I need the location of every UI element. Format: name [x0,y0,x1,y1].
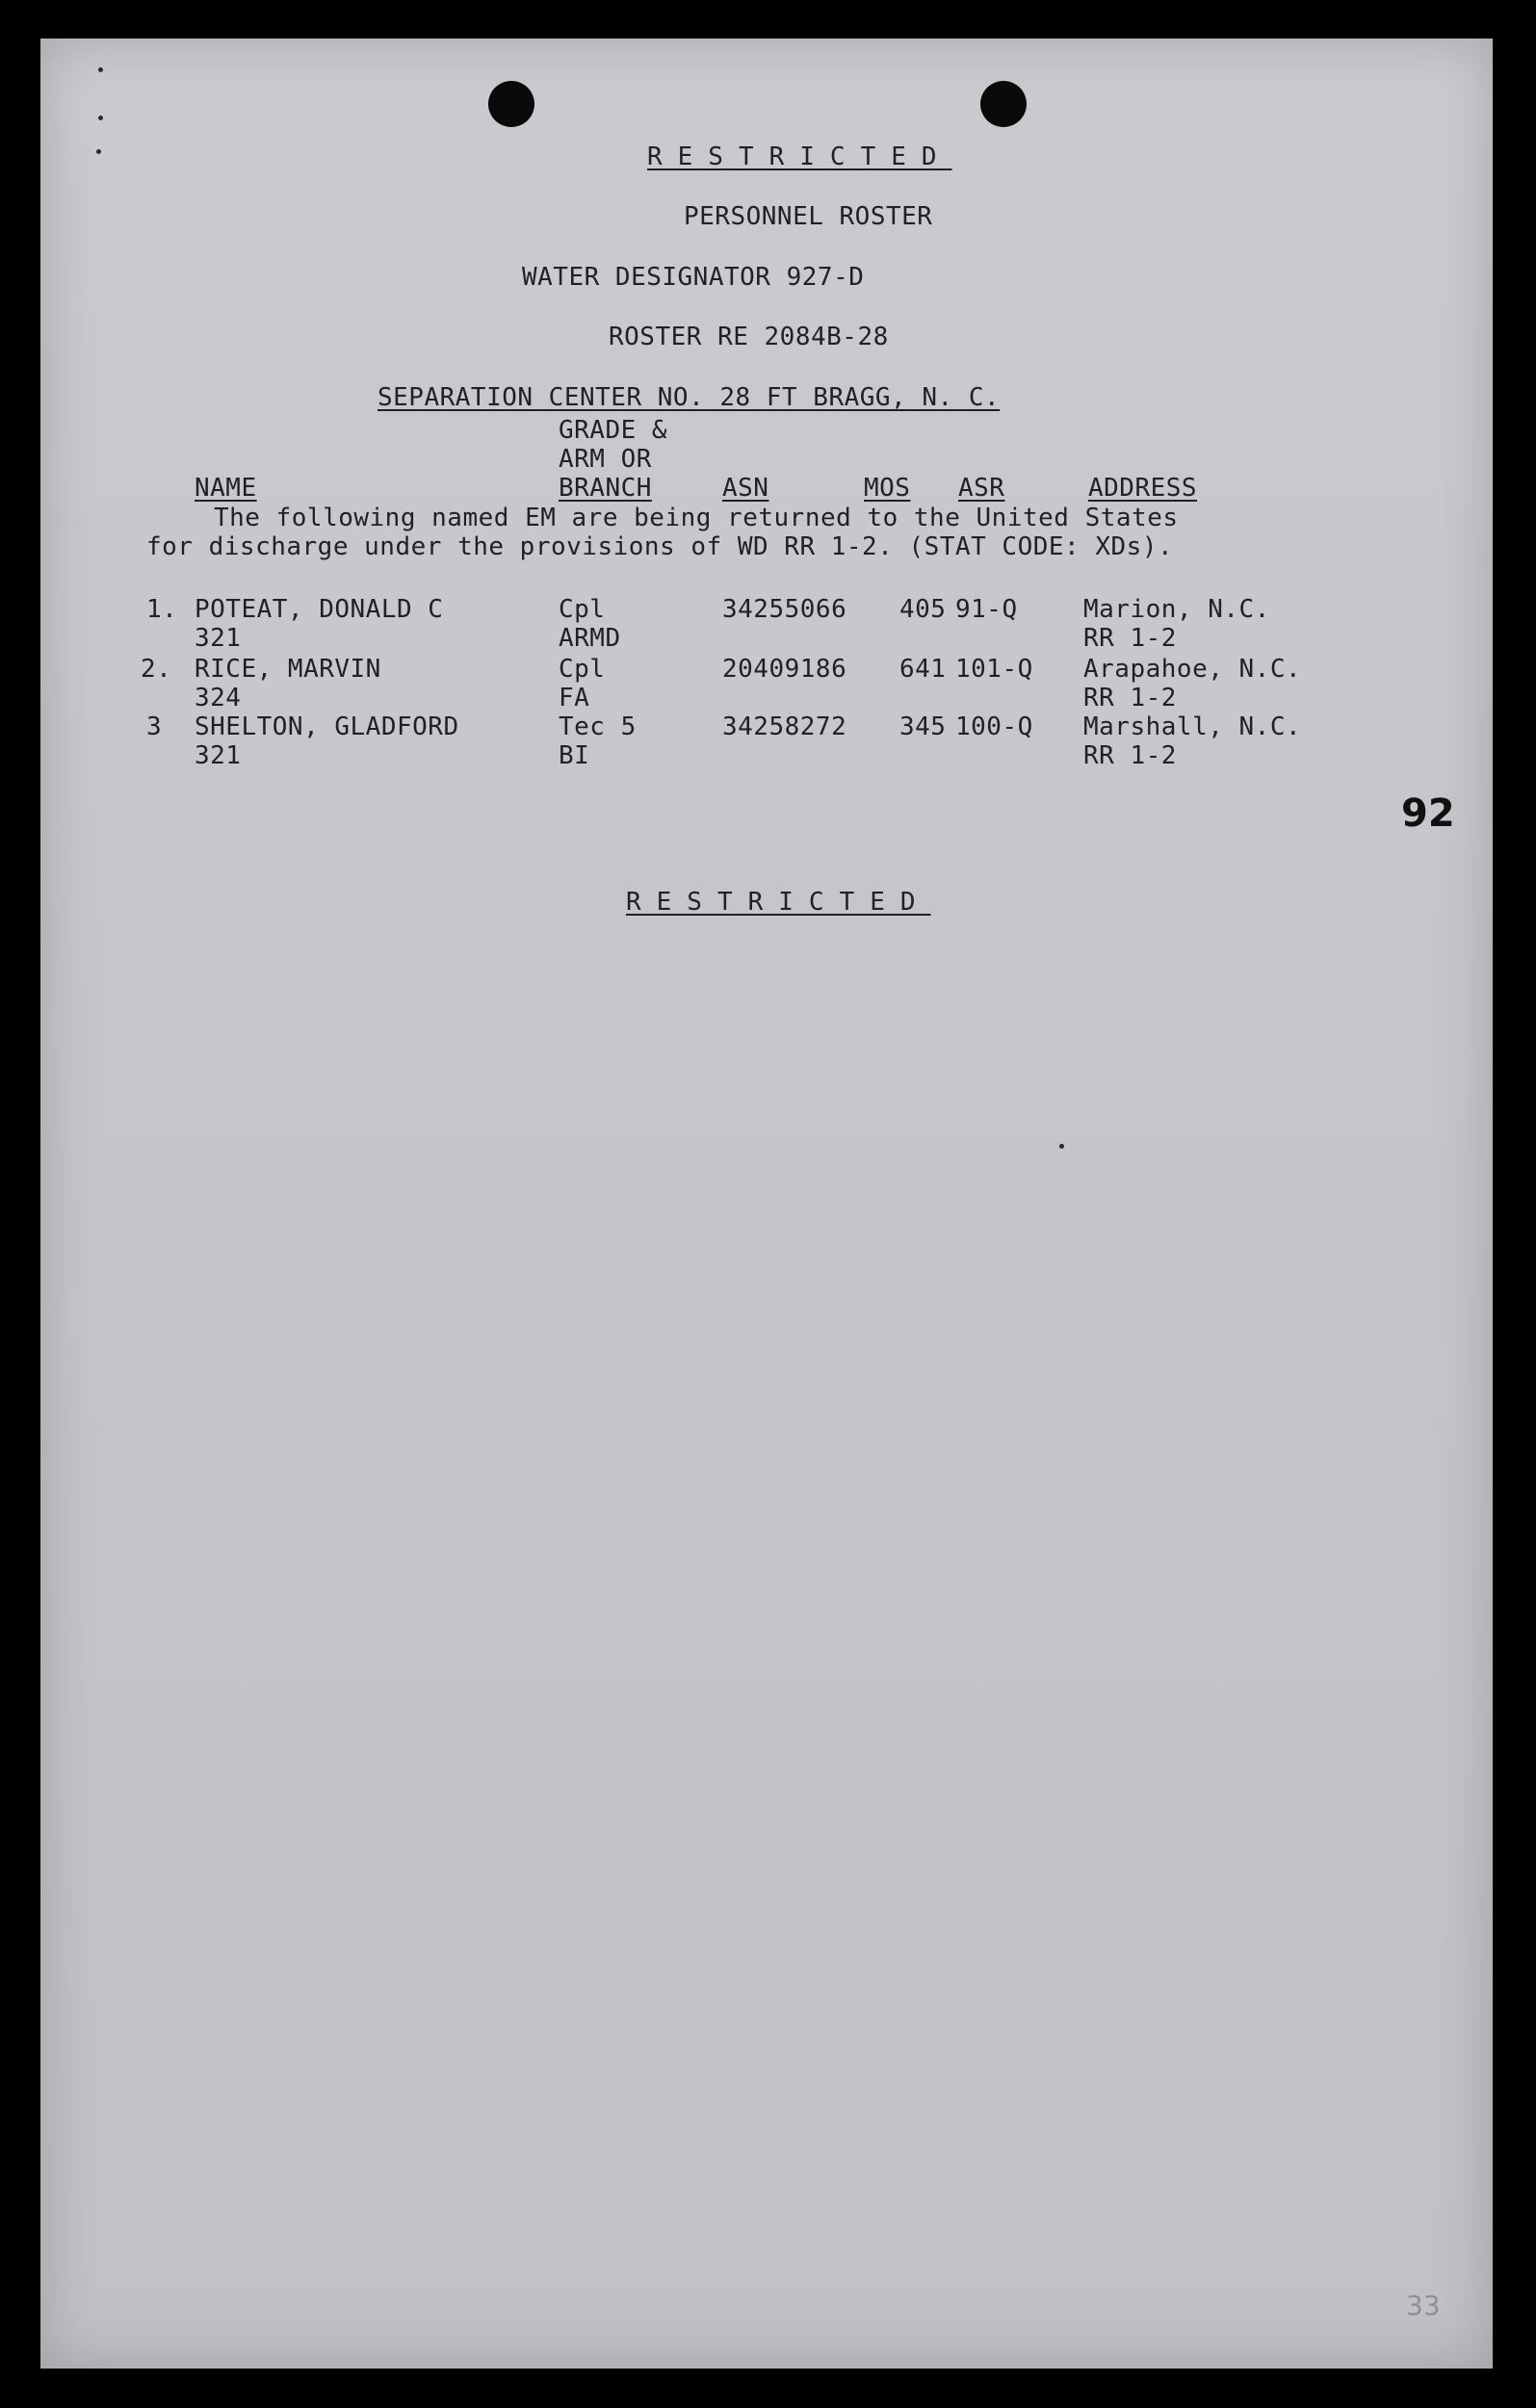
speck [1059,1144,1064,1149]
row-asn: 34258272 [722,712,847,741]
row-name: POTEAT, DONALD C [195,595,444,624]
row-asn: 20409186 [722,655,847,684]
column-header-grade-1: GRADE & [559,416,668,445]
column-header-grade-3: BRANCH [559,474,652,503]
row-grade: Cpl [559,595,606,624]
speck [98,116,103,120]
document-page [40,39,1493,2369]
row-address-1: Arapahoe, N.C. [1083,655,1302,684]
column-header-address: ADDRESS [1088,474,1198,503]
speck [96,149,101,154]
row-mos: 405 [899,595,947,624]
row-address-2: RR 1-2 [1083,684,1177,712]
roster-title: PERSONNEL ROSTER [684,202,933,231]
classification-header: RESTRICTED [647,142,952,171]
row-grade: Cpl [559,655,606,684]
row-code: 321 [195,741,242,770]
row-branch: BI [559,741,590,770]
intro-line-2: for discharge under the provisions of WD RR 1-2. (STAT CODE: XDs). [146,532,1174,561]
separation-center: SEPARATION CENTER NO. 28 FT BRAGG, N. C. [377,383,1001,412]
row-asr: 91-Q [955,595,1018,624]
row-grade: Tec 5 [559,712,637,741]
row-name: SHELTON, GLADFORD [195,712,459,741]
intro-line-1: The following named EM are being returned to the United States [214,504,1179,532]
column-header-grade-2: ARM OR [559,445,652,474]
roster-number: ROSTER RE 2084B-28 [609,323,889,351]
row-address-1: Marion, N.C. [1083,595,1270,624]
row-branch: ARMD [559,624,621,653]
row-mos: 641 [899,655,947,684]
column-header-asr: ASR [958,474,1005,503]
row-address-2: RR 1-2 [1083,741,1177,770]
classification-footer: RESTRICTED [626,888,931,917]
row-asn: 34255066 [722,595,847,624]
water-designator: WATER DESIGNATOR 927-D [522,263,865,292]
speck [98,67,103,72]
row-branch: FA [559,684,590,712]
row-name: RICE, MARVIN [195,655,381,684]
page-number: 92 [1401,791,1455,836]
row-code: 321 [195,624,242,653]
punch-hole-left [488,81,534,127]
row-address-1: Marshall, N.C. [1083,712,1302,741]
column-header-asn: ASN [722,474,769,503]
row-asr: 101-Q [955,655,1033,684]
punch-hole-right [980,81,1027,127]
row-number: 2. [141,655,172,684]
row-number: 3 [146,712,163,741]
row-code: 324 [195,684,242,712]
row-address-2: RR 1-2 [1083,624,1177,653]
column-header-name: NAME [195,474,257,503]
sheet-number: 33 [1406,2290,1441,2321]
row-mos: 345 [899,712,947,741]
row-number: 1. [146,595,178,624]
column-header-mos: MOS [864,474,911,503]
row-asr: 100-Q [955,712,1033,741]
